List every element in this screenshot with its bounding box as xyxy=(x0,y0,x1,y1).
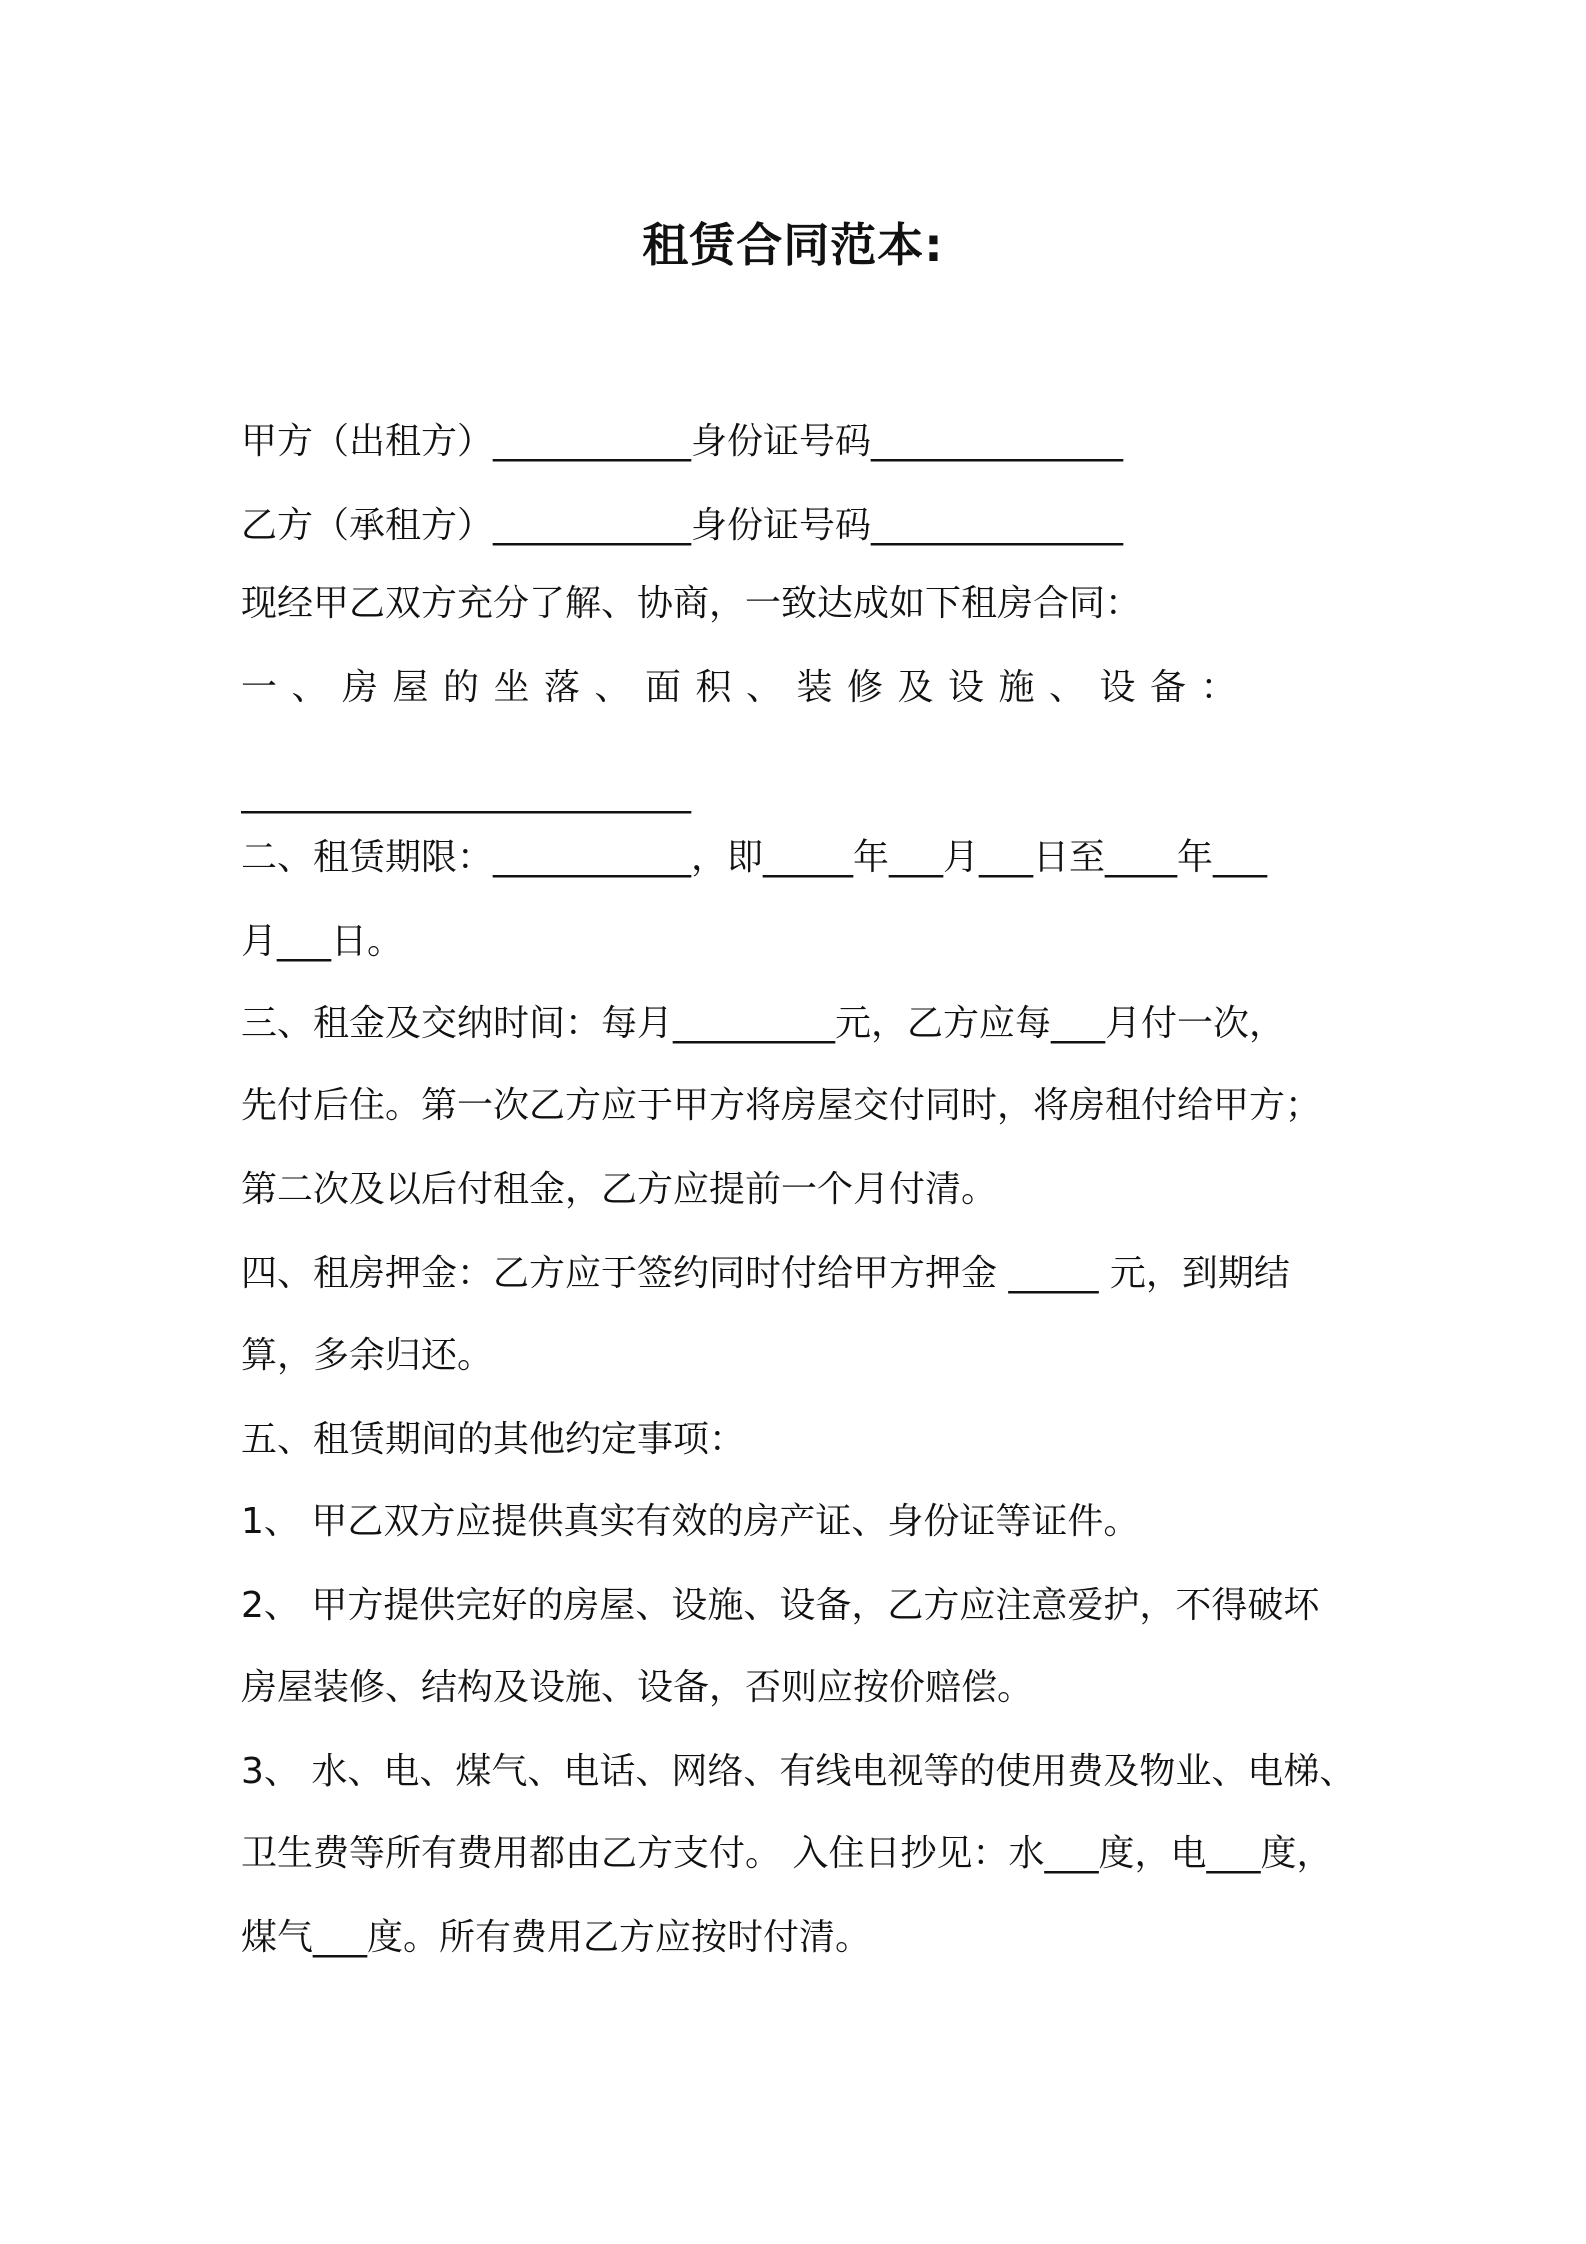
clause-5-item-1: 1、 甲乙双方应提供真实有效的房产证、身份证等证件。 xyxy=(241,1501,1140,1542)
party-b-line: 乙方（承租方）___________身份证号码______________ xyxy=(241,505,1124,546)
clause-4-line-1: 四、租房押金：乙方应于签约同时付给甲方押金 _____ 元，到期结 xyxy=(241,1253,1290,1294)
clause-5-item-3-line-3: 煤气___度。所有费用乙方应按时付清。 xyxy=(241,1917,872,1958)
clause-2-line-1: 二、租赁期限：___________，即_____年___月___日至____年___ xyxy=(241,837,1268,878)
clause-1-heading: 一、房屋的坐落、面积、装修及设施、设备： xyxy=(241,667,1252,708)
clause-2-line-2: 月___日。 xyxy=(241,921,404,962)
document-title: 租赁合同范本: xyxy=(642,218,944,272)
clause-3-line-1: 三、租金及交纳时间：每月_________元，乙方应每___月付一次， xyxy=(241,1003,1286,1044)
clause-3-line-2: 先付后住。第一次乙方应于甲方将房屋交付同时，将房租付给甲方； xyxy=(241,1085,1322,1126)
clause-4-line-2: 算，多余归还。 xyxy=(241,1335,494,1376)
clause-1-blank-line: _________________________ xyxy=(241,773,691,814)
clause-5-heading: 五、租赁期间的其他约定事项： xyxy=(241,1419,746,1460)
preamble-line: 现经甲乙双方充分了解、协商，一致达成如下租房合同： xyxy=(241,583,1142,624)
clause-3-line-3: 第二次及以后付租金，乙方应提前一个月付清。 xyxy=(241,1169,998,1210)
clause-5-item-2-line-2: 房屋装修、结构及设施、设备，否则应按价赔偿。 xyxy=(241,1667,1034,1708)
clause-5-item-2-line-1: 2、 甲方提供完好的房屋、设施、设备，乙方应注意爱护，不得破坏 xyxy=(241,1585,1320,1626)
clause-5-item-3-line-2: 卫生费等所有费用都由乙方支付。 入住日抄见：水___度，电___度， xyxy=(241,1833,1333,1874)
clause-5-item-3-line-1: 3、 水、电、煤气、电话、网络、有线电视等的使用费及物业、电梯、 xyxy=(241,1751,1356,1792)
party-a-line: 甲方（出租方）___________身份证号码______________ xyxy=(241,421,1124,462)
